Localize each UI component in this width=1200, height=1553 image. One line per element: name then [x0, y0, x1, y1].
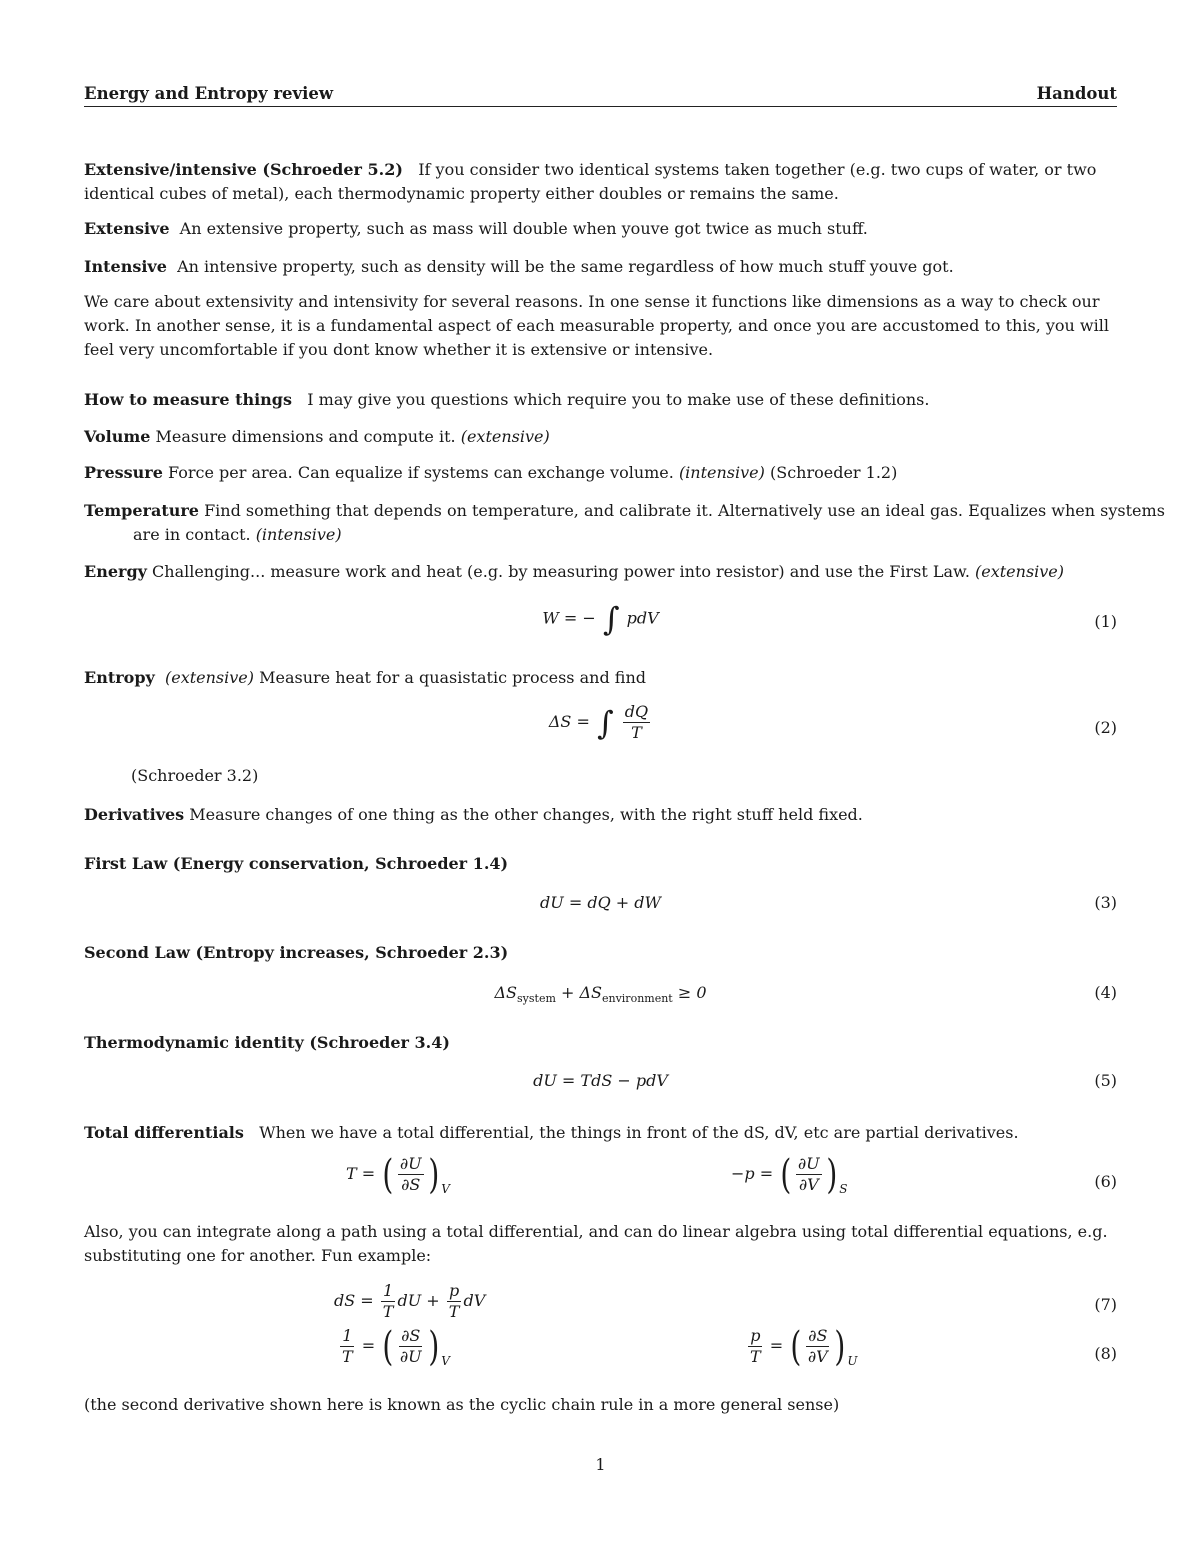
held-fixed-subscript: V: [441, 1182, 450, 1196]
eq2-fraction: [623, 702, 650, 743]
fraction-numerator: p: [750, 1326, 761, 1345]
eq7-lhs: dS =: [334, 1291, 374, 1310]
item-tag: (extensive): [460, 427, 550, 446]
close-paren: ): [834, 1323, 845, 1370]
partial-fraction: [398, 1326, 424, 1367]
entropy-reference: (Schroeder 3.2): [131, 766, 259, 785]
item-text: Measure heat for a quasistatic process and find: [259, 668, 646, 687]
equation-3: [84, 891, 1117, 917]
section-heading: How to measure things: [84, 390, 292, 409]
item-reference: (Schroeder 1.2): [769, 463, 898, 482]
eq8-left: [338, 1323, 450, 1370]
fraction-numerator: 1: [342, 1326, 353, 1345]
fraction-numerator: dQ: [624, 702, 649, 721]
section-text: When we have a total differential, the things in front of the dS, dV, etc are partial derivatives.: [259, 1123, 1019, 1142]
equation-number: (2): [1094, 718, 1117, 737]
fraction-numerator: 1: [383, 1281, 394, 1300]
equals-sign: =: [361, 1336, 376, 1355]
term-derivatives: Derivatives: [84, 805, 185, 824]
equals-sign: =: [769, 1336, 784, 1355]
cyclic-chain-rule-note: (the second derivative shown here is known as the cyclic chain rule in a more general sense): [84, 1395, 840, 1414]
integral-sign: ∫: [596, 703, 614, 742]
item-tag: (intensive): [255, 525, 342, 544]
held-fixed-subscript: U: [847, 1354, 858, 1368]
page-number: 1: [595, 1455, 606, 1474]
extensive-definition: [84, 217, 1117, 241]
fraction-denominator: ∂V: [798, 1175, 819, 1194]
extensivity-paragraph: We care about extensivity and intensivity for several reasons. In one sense it functions like dimensions as a way to check our work. In another sense, it is a fundamental aspect of each measurable property, and once you are accustomed to this, you will feel very uncomfortable if you dont know whether it is extensive or intensive.: [84, 292, 1109, 359]
open-paren: (: [790, 1323, 802, 1370]
thermodynamic-identity-heading: Thermodynamic identity (Schroeder 3.4): [84, 1033, 450, 1052]
close-paren: ): [427, 1151, 439, 1198]
term-pressure: Pressure: [84, 463, 163, 482]
volume-item: [84, 425, 1117, 449]
header-title: Energy and Entropy review: [84, 84, 334, 103]
eq4-term-b: + ΔS: [555, 983, 602, 1002]
eq1-lhs: W = −: [542, 608, 596, 628]
term-energy: Energy: [84, 562, 147, 581]
measure-things-intro: [84, 388, 1117, 412]
fraction-denominator: T: [448, 1302, 460, 1321]
page-header: [84, 82, 1117, 107]
fraction-denominator: T: [382, 1302, 394, 1321]
item-text: Measure dimensions and compute it.: [155, 427, 456, 446]
item-text: Measure changes of one thing as the other changes, with the right stuff held fixed.: [189, 805, 863, 824]
eq7-expression: [334, 1281, 485, 1322]
eq6a-lhs: T =: [346, 1164, 376, 1183]
header-label: Handout: [1036, 84, 1117, 103]
integration-paragraph: Also, you can integrate along a path using a total differential, and can do linear algebra using total differential equations, e.g. substituting one for another. Fun example:: [84, 1222, 1108, 1265]
intensive-definition: [84, 255, 1117, 279]
fraction-denominator: T: [750, 1347, 761, 1366]
close-paren: ): [825, 1151, 837, 1198]
item-tag: (extensive): [164, 668, 254, 687]
temperature-item: [84, 499, 1166, 547]
definition-text: An intensive property, such as density will be the same regardless of how much stuff youve got.: [177, 257, 954, 276]
total-differentials-intro: [84, 1121, 1117, 1145]
fraction-denominator: T: [631, 723, 642, 742]
fraction-p-over-t: [748, 1326, 763, 1367]
item-text: Challenging... measure work and heat (e.g. by measuring power into resistor) and use the First Law.: [152, 562, 970, 581]
fraction-denominator: T: [342, 1347, 353, 1366]
term-intensive: Intensive: [84, 257, 167, 276]
fraction-numerator: ∂S: [808, 1326, 828, 1345]
item-tag: (extensive): [975, 562, 1065, 581]
equation-number: (3): [1094, 893, 1117, 912]
term-entropy: Entropy: [84, 668, 155, 687]
equation-8: [84, 1323, 1117, 1382]
fraction-1-over-t: [340, 1326, 355, 1367]
integral-sign: ∫: [602, 600, 620, 638]
eq2-lhs: ΔS =: [548, 712, 590, 731]
partial-fraction: [806, 1326, 830, 1367]
eq8-right: [746, 1323, 858, 1370]
equation-1: [84, 600, 1117, 640]
eq3-expression: dU = dQ + dW: [540, 893, 661, 912]
fraction-numerator: ∂U: [399, 1154, 422, 1173]
eq7-end: dV: [463, 1291, 486, 1310]
fraction-denominator: ∂V: [807, 1347, 828, 1366]
document-page: [84, 0, 1165, 1553]
eq7-middle: dU +: [397, 1291, 440, 1310]
eq4-subscript-environment: environment: [601, 992, 673, 1005]
eq6b-lhs: −p =: [731, 1164, 774, 1183]
held-fixed-subscript: S: [839, 1182, 848, 1196]
section-heading: Total differentials: [84, 1123, 244, 1142]
equation-number: (5): [1094, 1071, 1117, 1090]
equation-number: (4): [1094, 983, 1117, 1002]
open-paren: (: [382, 1151, 394, 1198]
equation-7: [84, 1281, 1117, 1329]
item-text: Find something that depends on temperature, and calibrate it. Alternatively use an ideal gas. Equalizes when systems are in contact.: [133, 501, 1165, 544]
section-text: I may give you questions which require you to make use of these definitions.: [307, 390, 930, 409]
extensive-intensive-intro: [84, 158, 1117, 206]
term-volume: Volume: [84, 427, 151, 446]
first-law-heading: First Law (Energy conservation, Schroeder 1.4): [84, 854, 509, 873]
fraction-1-over-t: [381, 1281, 396, 1322]
fraction-numerator: p: [448, 1281, 460, 1300]
equation-number: (7): [1094, 1295, 1117, 1314]
eq1-rhs: pdV: [626, 608, 659, 628]
term-temperature: Temperature: [84, 501, 199, 520]
fraction-denominator: ∂S: [401, 1175, 421, 1194]
fraction-numerator: ∂U: [797, 1154, 820, 1173]
fraction-p-over-t: [447, 1281, 462, 1322]
equation-number: (6): [1094, 1172, 1117, 1191]
term-extensive: Extensive: [84, 219, 170, 238]
eq4-term-a: ΔS: [494, 983, 518, 1002]
equation-4: [84, 981, 1117, 1007]
equation-6: [84, 1151, 1117, 1210]
equation-number: (8): [1094, 1344, 1117, 1363]
energy-item: [84, 560, 1117, 584]
open-paren: (: [382, 1323, 394, 1370]
item-text: Force per area. Can equalize if systems can exchange volume.: [168, 463, 674, 482]
eq4-relation: ≥ 0: [672, 983, 707, 1002]
partial-fraction: [398, 1154, 424, 1195]
definition-text: An extensive property, such as mass will double when youve got twice as much stuff.: [179, 219, 868, 238]
entropy-item: [84, 666, 1117, 690]
eq4-subscript-system: system: [517, 992, 556, 1005]
partial-fraction: [796, 1154, 822, 1195]
eq6-left: [346, 1151, 450, 1198]
equation-2: [84, 702, 1117, 750]
open-paren: (: [780, 1151, 792, 1198]
equation-5: [84, 1069, 1117, 1095]
fraction-numerator: ∂S: [401, 1326, 421, 1345]
held-fixed-subscript: V: [441, 1354, 450, 1368]
equation-number: (1): [1094, 612, 1117, 631]
item-tag: (intensive): [678, 463, 765, 482]
eq6-right: [731, 1151, 848, 1198]
eq5-expression: dU = TdS − pdV: [533, 1071, 668, 1090]
derivatives-item: [84, 803, 1117, 827]
second-law-heading: Second Law (Entropy increases, Schroeder 2.3): [84, 943, 509, 962]
fraction-denominator: ∂U: [399, 1347, 422, 1366]
close-paren: ): [427, 1323, 439, 1370]
pressure-item: [84, 461, 1117, 485]
section-heading: Extensive/intensive (Schroeder 5.2): [84, 160, 403, 179]
section-text: If you consider two identical systems taken together (e.g. two cups of water, or two identical cubes of metal), each thermodynamic property either doubles or remains the same.: [84, 160, 1097, 203]
